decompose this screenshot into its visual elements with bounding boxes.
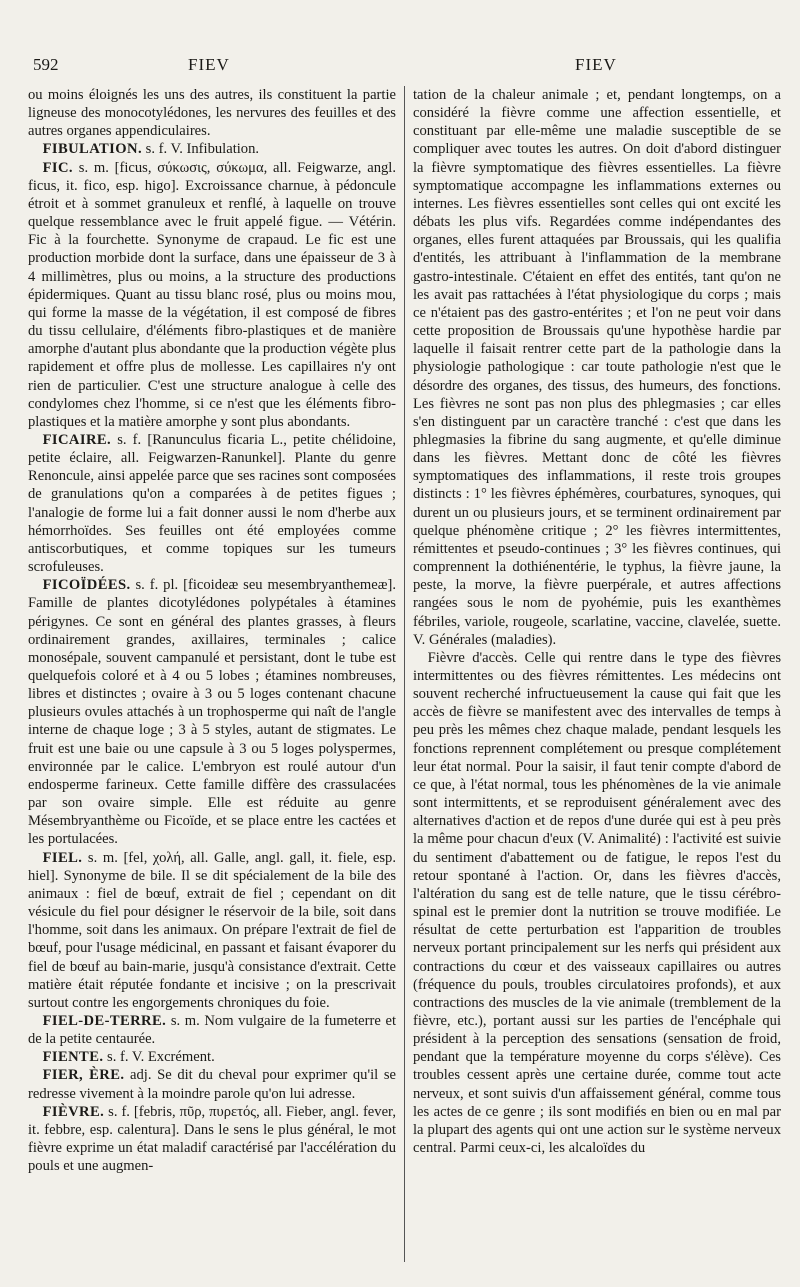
entry-fievre: FIÈVRE. s. f. [febris, πῦρ, πυρετός, all. Fieber, angl. fever, it. febbre, esp. calentura]. Dans le sens le plus général, le mot fièvre exprime un état maladif caractérisé par l'accélération du pouls et une augmen-: [28, 1103, 396, 1175]
entry-ficoidees: FICOÏDÉES. s. f. pl. [ficoideæ seu mesembryanthemeæ]. Famille de plantes dicotylédones polypétales à étamines périgynes. Ce sont en général des plantes grasses, à fleurs ordinairement grandes, axillaires, terminales ; calice monosépale, souvent campanulé et persistant, dont le tube est quelquefois coloré et à 4 ou 5 lobes ; étamines nombreuses, libres et distinctes ; ovaire à 3 ou 5 loges contenant chacune plusieurs ovules attachés à un trophosperme qui naît de l'angle interne de chaque loge ; 3 à 5 styles, autant de stigmates. Le fruit est une baie ou une capsule à 3 ou 5 loges polyspermes, environnée par le calice. L'embryon est roulé autour d'un endosperme farineux. Cette famille diffère des crassulacées par son ovaire simple. Elle est réduite au genre Mésembryanthème ou Ficoïde, et se place entre les cactées et les portulacées.: [28, 577, 396, 848]
entry-continuation: ou moins éloignés les uns des autres, ils constituent la partie ligneuse des monocotylédones, les nervures des feuilles et des autres organes appendiculaires.: [28, 87, 396, 140]
entry-fievre-continued: tation de la chaleur animale ; et, pendant longtemps, on a considéré la fièvre comme une affection essentielle, et constituant par elle-même une maladie susceptible de se compliquer avec toutes les autres. On doit d'abord distinguer la fièvre symptomatique des fièvres essentielles. La fièvre symptomatique accompagne les inflammations externes ou internes. Les fièvres essentielles sont celles qui ont excité les débats les plus vifs. Regardées comme indépendantes des organes, elles furent attaquées par Broussais, qui les qualifia d'entités, les attribuant à l'inflammation de la membrane gastro-intestinale. C'étaient en effet des entités, tant qu'on ne les avait pas rattachées à l'état physiologique du corps ; mais ce n'étaient pas des gastro-entérites ; et l'on ne peut voir dans cette proposition de Broussais qu'une hypothèse hardie par laquelle il faisait rentrer cette part de la pathologie dans la physiologie pathologique : car toute pathologie n'est que le désordre des organes, des tissus, des humeurs, des fonctions. Les fièvres ne sont pas non plus des phlegmasies ; car elles s'en distinguent par un caractère tranché : c'est que dans les phlegmasies la fibrine du sang augmente, et qu'elle diminue dans les fièvres. Mettant donc de côté les fièvres symptomatiques des inflammations, il reste trois groupes distincts : 1° les fièvres éphémères, courbatures, synoques, qui durent un ou plusieurs jours, et se terminent ordinairement par quelque phénomène critique ; 2° les fièvres intermittentes, rémittentes et pseudo-continues ; 3° les fièvres continues, qui comprennent la dothiénentérie, le typhus, la fièvre jaune, la peste, la morve, la fièvre puerpérale, et autres affections rangées sous le nom de pyohémie, puis les exanthèmes fébriles, variole, rougeole, scarlatine, vaccine, clavelée, suette. V. Générales (maladies).: [413, 87, 781, 648]
running-header: [0, 56, 800, 80]
entry-fiel-de-terre: FIEL-DE-TERRE. s. m. Nom vulgaire de la fumeterre et de la petite centaurée.: [28, 1012, 397, 1048]
entry-fievre-d-acces: Fièvre d'accès. Celle qui rentre dans le type des fièvres intermittentes ou des fièvres rémittentes. Les médecins ont souvent recherché infructueusement la cause qui fait que les accès de fièvre se manifestent avec des intervalles de temps à peu près les mêmes chez chaque malade, pendant lesquels les fonctions reprennent complétement ou presque complétement leur état normal. Pour la saisir, il faut tenir compte d'abord de ce que, à l'état normal, tous les phénomènes de la vie animale sont intermittents, et se reproduisent généralement avec des alternatives d'action et de repos d'une durée qui est à peu près la même pour chacun d'eux (V. Animalité) : l'activité est suivie du sentiment d'abattement ou de fatigue, le repos l'est du retour spontané à l'action. Or, dans les fièvres d'accès, l'altération du sang est de telle nature, que le tissu cérébro-spinal est le premier dont la nutrition se trouve modifiée. Le résultat de cette perturbation est l'apparition de troubles nerveux portant principalement sur les nerfs qui président aux contractions du cœur et des vaisseaux capillaires ou autres (fréquence du pouls, troubles circulatoires profonds), et aux contractions des muscles de la vie animale (tremblement de la fièvre, etc.), portant aussi sur les parties de l'encéphale qui président à la perception des sensations (sensation de froid, pendant que la température moyenne du corps s'élève). Ces troubles cessent après une certaine durée, comme tout acte nerveux, et sont suivis d'un affaissement général, comme tous les actes de ce genre ; ils sont modifiés en bien ou en mal par la plupart des agents qui ont une action sur le système nerveux central. Parmi ceux-ci, les alcaloïdes du: [413, 649, 781, 1157]
entry-fier: FIER, ÈRE. adj. Se dit du cheval pour exprimer qu'il se redresse vivement à la moindre parole qu'on lui adresse.: [28, 1067, 396, 1102]
entry-fibulation: FIBULATION. s. f. V. Infibulation.: [42, 141, 260, 158]
entry-fic: FIC. s. m. [ficus, σύκωσις, σύκωμα, all. Feigwarze, angl. ficus, it. fico, esp. higo]. Excroissance charnue, à pédoncule étroit et à sommet granuleux et renflé, à laquelle on trouve quelque ressemblance avec le fruit appelé figue. — Vétérin. Fic à la fourchette. Synonyme de crapaud. Le fic est une production morbide dont la surface, dans une épaisseur de 3 à 4 millimètres, plus ou moins, a la structure des productions épidermiques. Quant au tissu blanc rosé, plus ou moins mou, qui forme la masse de la végétation, il est composé de fibres du tissu cellulaire, d'éléments fibro-plastiques et de manière amorphe d'autant plus abondante que la production végète plus rapidement et offre plus de mollesse. Les capillaires n'y ont rien de particulier. C'est une structure analogue à celle des condylomes chez l'homme, si ce n'est que les éléments fibro-plastiques et la matière amorphe y sont plus abondants.: [28, 159, 396, 430]
headword-right: FIEV: [575, 55, 617, 74]
headword-left: FIEV: [188, 55, 230, 74]
entry-ficaire: FICAIRE. s. f. [Ranunculus ficaria L., petite chélidoine, petite éclaire, all. Feigwarzen-Ranunkel]. Plante du genre Renoncule, ainsi appelée parce que ses racines sont composées de granulations qu'on a comparées à de petites figues ; l'analogie de forme lui a fait donner aussi le nom d'herbe aux hémorrhoïdes. Ses feuilles ont été employées comme antiscorbutiques, et comme topiques sur les tumeurs scrofuleuses.: [28, 431, 396, 576]
page-number: 592: [33, 55, 59, 74]
right-column: [413, 86, 781, 1157]
left-column: [28, 86, 396, 1175]
entry-fiente: FIENTE. s. f. V. Excrément.: [42, 1049, 215, 1066]
entry-fiel: FIEL. s. m. [fel, χολή, all. Galle, angl. gall, it. fiele, esp. hiel]. Synonyme de bile. Il se dit spécialement de la bile des animaux : fiel de bœuf, extrait de fiel ; cependant on dit vésicule du fiel pour désigner le réservoir de la bile, soit dans l'homme, soit dans les animaux. On prépare l'extrait de fiel de bœuf, pour l'usage médicinal, en passant et faisant évaporer du fiel de bœuf au bain-marie, jusqu'à consistance d'extrait. Cette matière était réputée fondante et incisive ; on la prescrivait surtout contre les engorgements chroniques du foie.: [28, 849, 397, 1011]
